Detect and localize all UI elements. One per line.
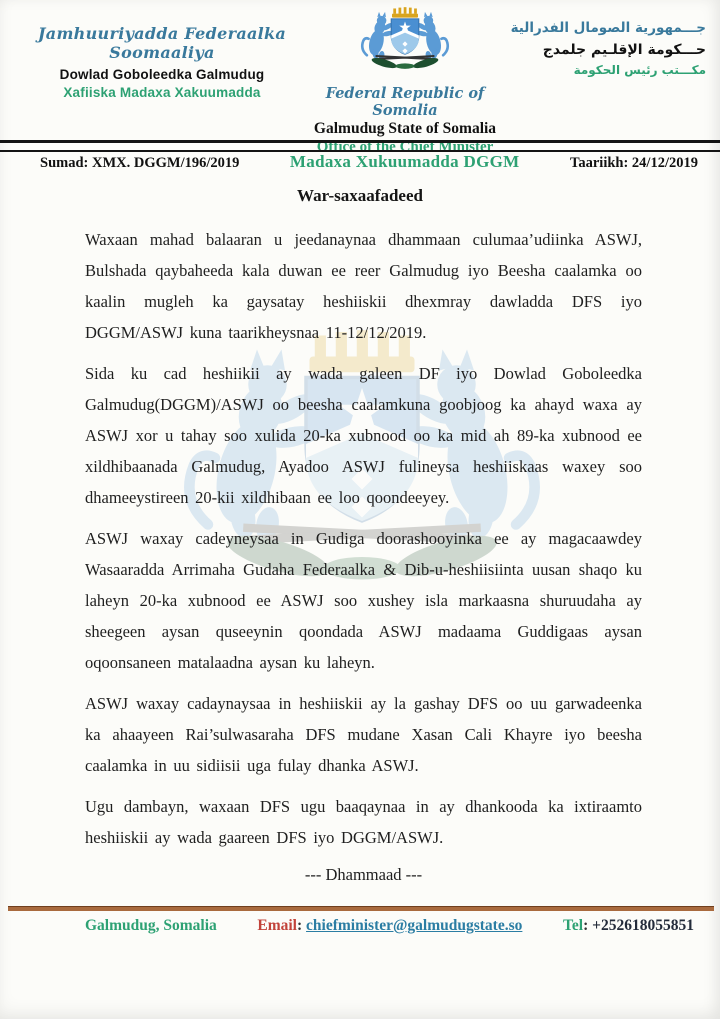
date: Taariikh: 24/12/2019 [570,155,698,171]
paragraph: ASWJ waxay cadeyneysaa in Gudiga doorashooyinka ee ay magacaawdey Wasaaradda Arrimaha Gudaha Federaalka & Dib-u-heshiisiinta uusan shaqo ku laheyn 20-ka xubnood ee ASWJ soo xushey isla markaasna shuruudaha ay sheegeen aysan quseeynin qoondada ASWJ madaama Guddigaas aysan oqoonsaneen matalaadna aysan ku laheyn. [85,529,642,672]
department-title: Madaxa Xukuumadda DGGM [289,152,520,171]
paragraph: Ugu dambayn, waxaan DFS ugu baaqaynaa in ay dhankooda ka ixtiraamto heshiiskii ay wada gaareen DFS iyo DGGM/ASWJ. [85,797,642,847]
email-link[interactable]: chiefminister@galmudugstate.so [306,917,523,934]
tel-colon: : [583,917,589,934]
paragraph: ASWJ waxay cadaynaysaa in heshiiskii ay la gashay DFS oo uu garwadeenka ka ahaayeen Rai’sulwasaraha DFS mudane Xasan Cali Khayre iyo beesha caalamka in uu sidiisii uga fulay dhanka ASWJ. [85,694,642,775]
federal-republic-arabic-line: جـــمهورية الصومال الفدرالية [510,20,706,36]
footer-email [257,917,522,935]
document-body [85,224,642,885]
footer-location: Galmudug, Somalia [85,917,217,934]
paragraph: Sida ku cad heshiikii ay wada galeen DF iyo Dowlad Goboleedka Galmudug(DGGM)/ASWJ oo beesha caalamkuna goobjoog ka ahayd waxa ay ASWJ xor u tahay soo xulida 20-ka xubnood oo ka mid ah 89-ka xubnood ee xildhibaanada Galmudug, Ayadoo ASWJ fulineysa heshiiskaas waxey soo dhameeystireen 20-kii xildhibaan ee loo qoondeeyey. [85,364,642,507]
federal-republic-somali-line: Jamhuuriyadda Federaalka Soomaaliya [37,24,287,62]
letterhead-center-block [305,4,505,156]
chief-minister-office-english-line: Office of the Chief Minister [316,139,494,155]
email-colon: : [297,917,303,934]
paragraph: Waxaan mahad balaaran u jeedanaynaa dhammaan culumaa’udiinka ASWJ, Bulshada qaybaheeda kala duwan ee reer Galmudug iyo Beesha caalamka oo kaalin mugleh ka gaysatay heshiiskii dhexmray dawladda DFS iyo DGGM/ASWJ kuna taarikheysnaa 11-12/12/2019. [85,230,642,342]
reference-number: Sumad: XMX. DGGM/196/2019 [40,155,240,171]
coat-of-arms-icon [353,4,457,84]
galmudug-government-arabic-line: حـــكومة الإقلـيم جلمدج [542,42,706,58]
reference-row [40,152,698,172]
chief-minister-office-somali-line: Xafiiska Madaxa Xakuumadda [63,85,261,100]
footer [85,917,694,935]
email-label: Email [257,917,297,934]
galmudug-state-english-line: Galmudug State of Somalia [313,120,497,137]
letterhead [0,0,720,155]
footer-tel [563,917,694,935]
federal-republic-english-line: Federal Republic of Somalia [325,85,485,119]
header-divider [0,140,720,152]
chief-minister-office-arabic-line: مكـــتب رئيس الحكومة [573,63,706,77]
letterhead-arabic-block [490,20,706,77]
closing-line: --- Dhammaad --- [304,865,423,884]
footer-divider [8,906,714,911]
galmudug-state-somali-line: Dowlad Goboleedka Galmudug [59,67,265,82]
press-release-title: War-saxaafadeed [297,186,423,205]
tel-label: Tel [562,917,584,934]
letterhead-somali-block [18,24,306,100]
tel-number: +252618055851 [592,917,694,934]
